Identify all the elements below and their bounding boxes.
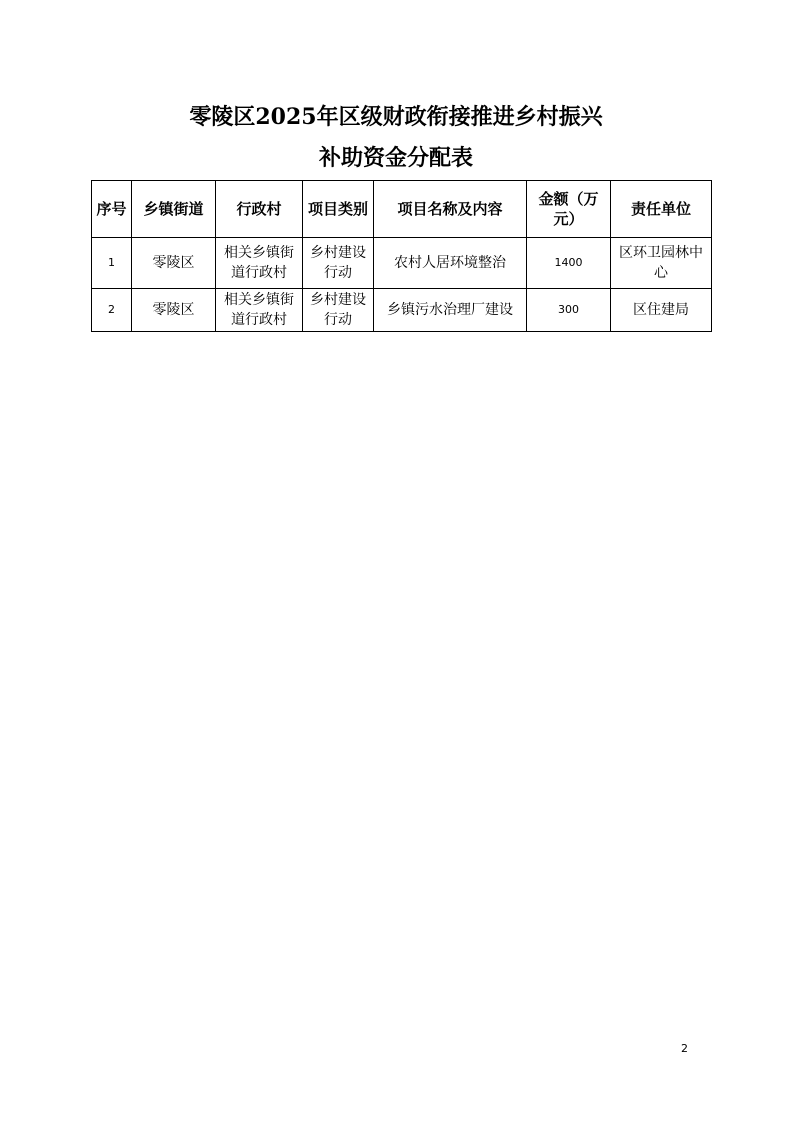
cell-township: 零陵区 [132, 238, 216, 289]
cell-village: 相关乡镇街道行政村 [216, 238, 303, 289]
table-row [92, 238, 712, 289]
cell-amount: 300 [527, 289, 611, 332]
header-amount: 金额（万元） [527, 181, 611, 238]
header-village: 行政村 [216, 181, 303, 238]
document-title-line1: 零陵区2025年区级财政衔接推进乡村振兴 [189, 104, 603, 130]
cell-township: 零陵区 [132, 289, 216, 332]
table-row [92, 289, 712, 332]
cell-responsible-unit: 区住建局 [611, 289, 712, 332]
cell-responsible-unit: 区环卫园林中心 [611, 238, 712, 289]
header-seq: 序号 [92, 181, 132, 238]
cell-project-name: 农村人居环境整治 [374, 238, 527, 289]
cell-project-category: 乡村建设行动 [303, 289, 374, 332]
cell-seq: 1 [92, 238, 132, 289]
document-title-line2: 补助资金分配表 [318, 145, 473, 171]
cell-amount: 1400 [527, 238, 611, 289]
header-project-name: 项目名称及内容 [374, 181, 527, 238]
table-header-row [92, 181, 712, 238]
header-township: 乡镇街道 [132, 181, 216, 238]
allocation-table [91, 180, 712, 332]
cell-village: 相关乡镇街道行政村 [216, 289, 303, 332]
cell-seq: 2 [92, 289, 132, 332]
cell-project-category: 乡村建设行动 [303, 238, 374, 289]
cell-project-name: 乡镇污水治理厂建设 [374, 289, 527, 332]
page-number: 2 [681, 1042, 688, 1055]
header-project-category: 项目类别 [303, 181, 374, 238]
header-responsible-unit: 责任单位 [611, 181, 712, 238]
